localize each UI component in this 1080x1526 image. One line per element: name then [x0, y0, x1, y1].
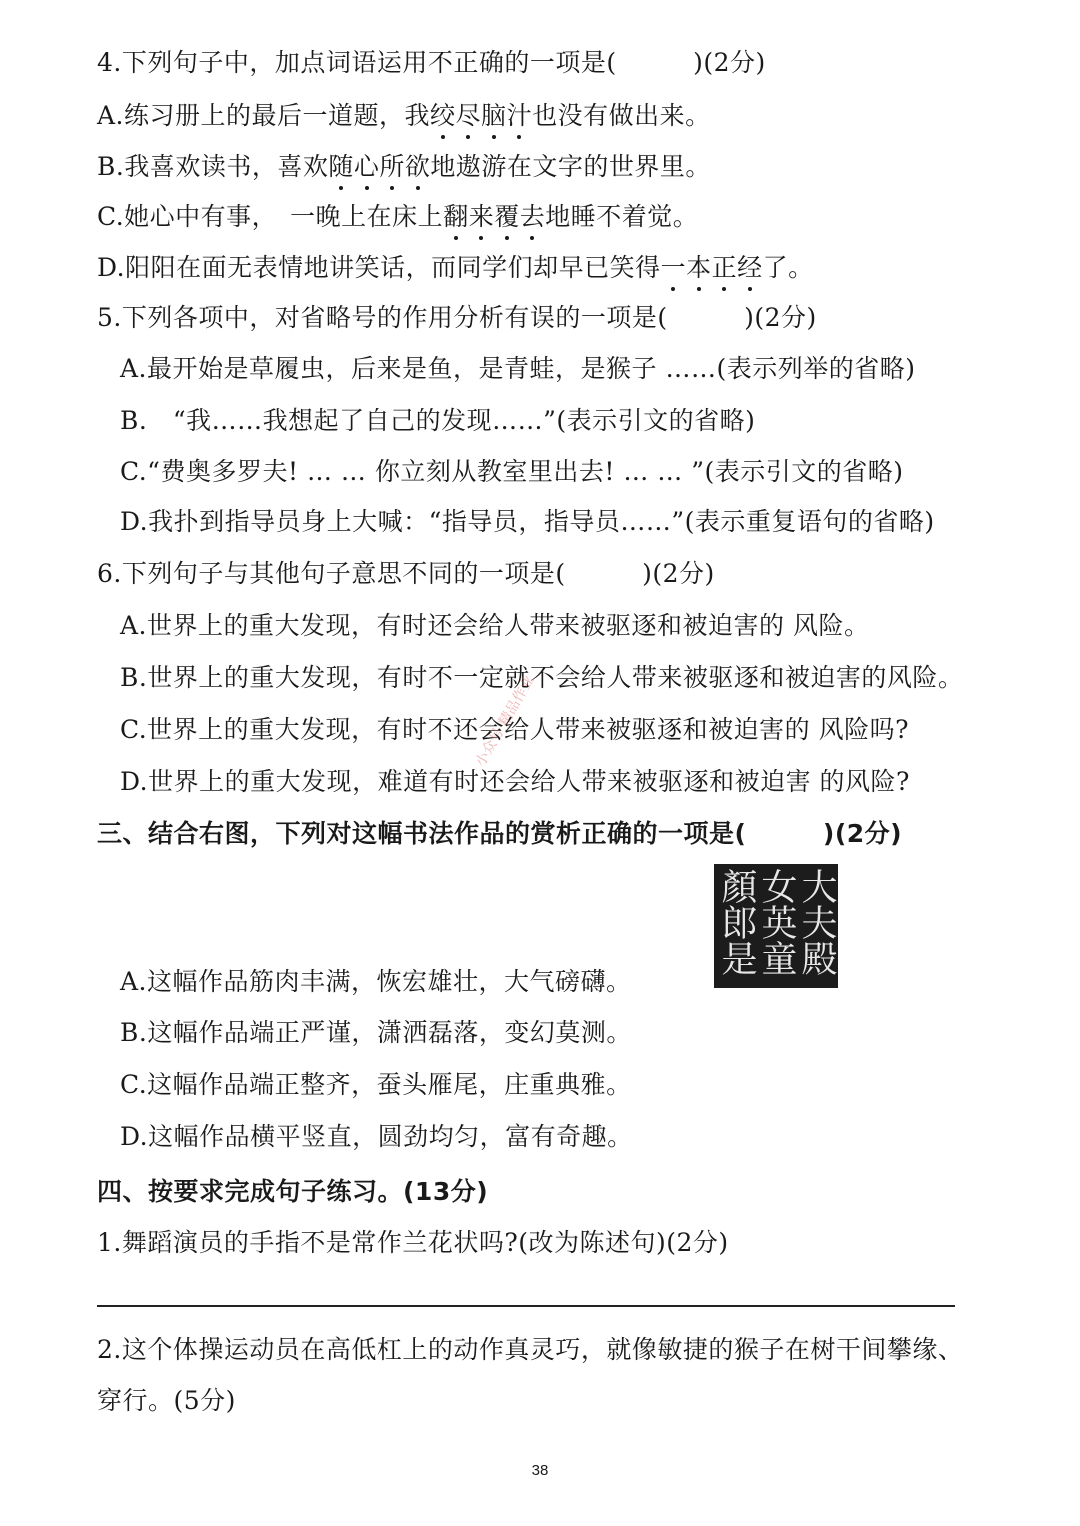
q6-stem: 6.下列句子与其他句子意思不同的一项是( )(2分)	[97, 559, 715, 588]
q5-option-d: D.我扑到指导员身上大喊：“指导员，指导员……”(表示重复语句的省略)	[120, 507, 935, 536]
q4-option-a: A.练习册上的最后一道题，我绞尽脑汁也没有做出来。	[97, 101, 711, 130]
answer-line[interactable]	[97, 1305, 955, 1307]
calligraphy-column-2	[756, 868, 796, 976]
section3-option-b: B.这幅作品端正严谨，潇洒磊落，变幻莫测。	[120, 1018, 632, 1047]
page-number: 38	[531, 1462, 549, 1479]
calligraphy-text-1: 大夫殿	[796, 868, 837, 976]
q4-option-d: D.阳阳在面无表情地讲笑话，而同学们却早已笑得一本正经了。	[97, 253, 814, 282]
calligraphy-text-3: 顏郎是	[716, 868, 757, 976]
q6-option-a: A.世界上的重大发现，有时还会给人带来被驱逐和被迫害的 风险。	[120, 611, 870, 640]
q4-option-c: C.她心中有事， 一晚上在床上翻来覆去地睡不着觉。	[97, 202, 699, 231]
q5-option-b: B. “我……我想起了自己的发现……”(表示引文的省略)	[120, 406, 756, 435]
section4-question-2-line-2: 穿行。(5分)	[97, 1386, 236, 1415]
q5-option-a: A.最开始是草履虫，后来是鱼，是青蛙，是猴子 ……(表示列举的省略)	[120, 354, 916, 383]
q5-option-c: C.“费奥多罗夫! … … 你立刻从教室里出去! … … ”(表示引文的省略)	[120, 457, 904, 486]
q6-option-c: C.世界上的重大发现，有时不还会给人带来被驱逐和被迫害的 风险吗?	[120, 715, 910, 744]
section3-option-a: A.这幅作品筋肉丰满，恢宏雄壮，大气磅礴。	[120, 967, 632, 996]
section4-title: 四、按要求完成句子练习。(13分)	[97, 1177, 489, 1206]
section4-question-1: 1.舞蹈演员的手指不是常作兰花状吗?(改为陈述句)(2分)	[97, 1228, 729, 1257]
q6-option-b: B.世界上的重大发现，有时不一定就不会给人带来被驱逐和被迫害的风险。	[120, 663, 964, 692]
section3-option-d: D.这幅作品横平竖直，圆劲均匀，富有奇趣。	[120, 1122, 633, 1151]
q6-option-d: D.世界上的重大发现，难道有时还会给人带来被驱逐和被迫害 的风险?	[120, 767, 910, 796]
watermark: 小众号 精品作业	[472, 672, 538, 770]
q4-stem: 4.下列句子中，加点词语运用不正确的一项是( )(2分)	[97, 48, 766, 77]
section4-question-2-line-1: 2.这个体操运动员在高低杠上的动作真灵巧，就像敏捷的猴子在树干间攀缘、	[97, 1335, 964, 1364]
calligraphy-column-1	[796, 868, 836, 976]
section3-option-c: C.这幅作品端正整齐，蚕头雁尾，庄重典雅。	[120, 1070, 632, 1099]
calligraphy-column-3	[716, 868, 756, 976]
q5-stem: 5.下列各项中，对省略号的作用分析有误的一项是( )(2分)	[97, 303, 817, 332]
section3-title: 三、结合右图，下列对这幅书法作品的赏析正确的一项是( )(2分)	[97, 819, 903, 848]
calligraphy-image	[714, 864, 838, 988]
calligraphy-text-2: 女英童	[756, 868, 797, 976]
q4-option-b: B.我喜欢读书，喜欢随心所欲地遨游在文字的世界里。	[97, 152, 711, 181]
